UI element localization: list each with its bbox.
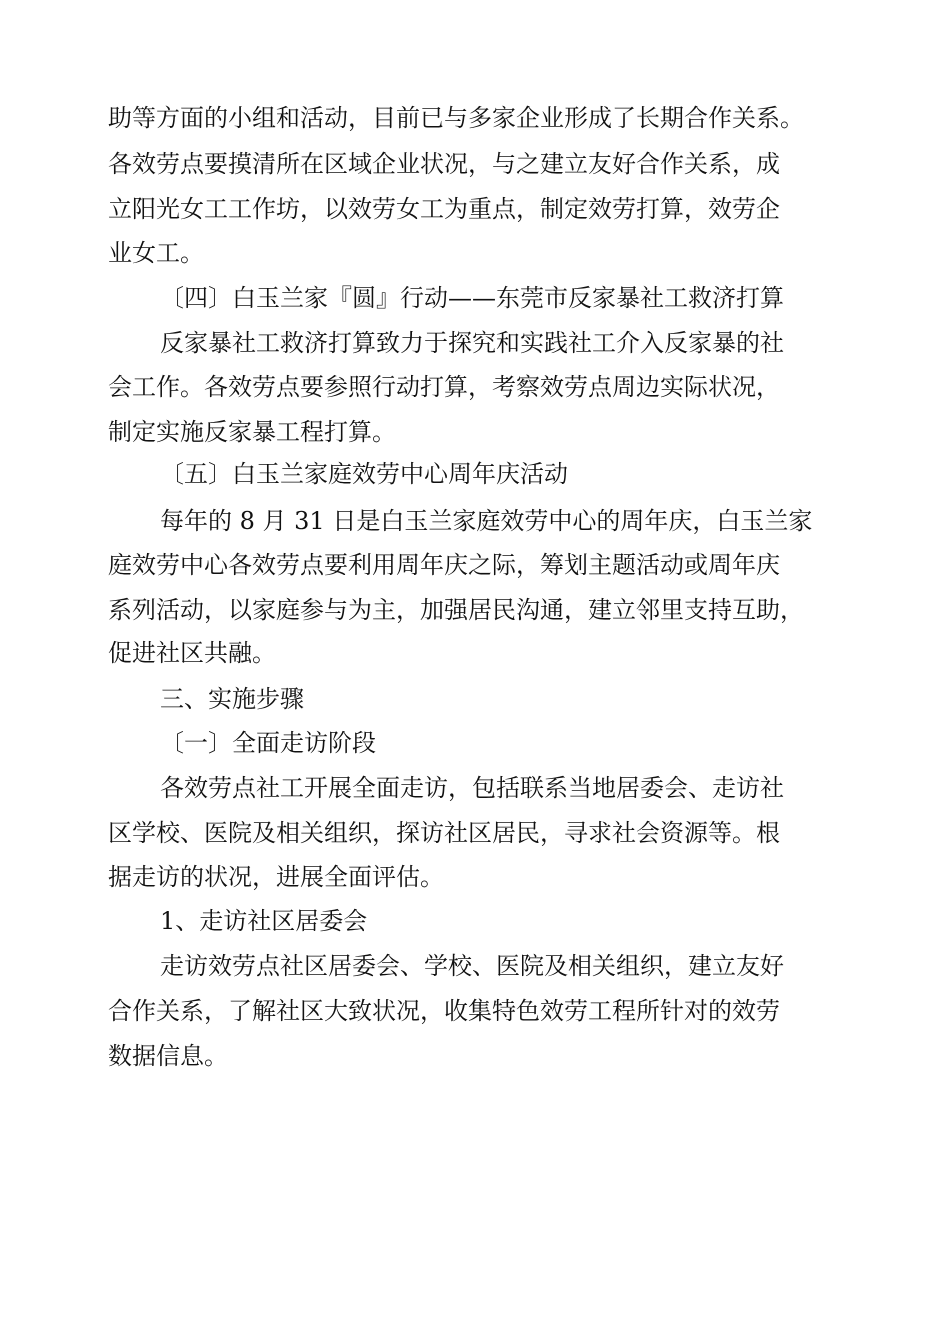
text-line: 会工作。各效劳点要参照行动打算，考察效劳点周边实际状况， <box>108 373 780 401</box>
section-heading: 〔一〕全面走访阶段 <box>160 729 376 757</box>
text-line: 反家暴社工救济打算致力于探究和实践社工介入反家暴的社 <box>160 329 784 357</box>
text-line: 促进社区共融。 <box>108 639 276 667</box>
text-line: 庭效劳中心各效劳点要利用周年庆之际，筹划主题活动或周年庆 <box>108 551 780 579</box>
text-line: 各效劳点社工开展全面走访，包括联系当地居委会、走访社 <box>160 774 784 802</box>
text-line: 立阳光女工工作坊，以效劳女工为重点，制定效劳打算，效劳企 <box>108 195 780 223</box>
text-line: 各效劳点要摸清所在区域企业状况，与之建立友好合作关系，成 <box>108 150 780 178</box>
text-line: 数据信息。 <box>108 1042 228 1070</box>
section-heading: 1、走访社区居委会 <box>160 907 368 935</box>
text-line: 助等方面的小组和活动，目前已与多家企业形成了长期合作关系。 <box>108 104 804 132</box>
text-line: 每年的 8 月 31 日是白玉兰家庭效劳中心的周年庆，白玉兰家 <box>160 507 813 535</box>
text-line: 区学校、医院及相关组织，探访社区居民，寻求社会资源等。根 <box>108 819 780 847</box>
text-line: 据走访的状况，进展全面评估。 <box>108 863 444 891</box>
text-line: 走访效劳点社区居委会、学校、医院及相关组织，建立友好 <box>160 952 784 980</box>
section-heading: 〔四〕白玉兰家『圆』行动——东莞市反家暴社工救济打算 <box>160 284 784 312</box>
text-line: 制定实施反家暴工程打算。 <box>108 418 396 446</box>
text-line: 合作关系，了解社区大致状况，收集特色效劳工程所针对的效劳 <box>108 997 780 1025</box>
text-line: 业女工。 <box>108 239 204 267</box>
text-line: 系列活动，以家庭参与为主，加强居民沟通，建立邻里支持互助， <box>108 596 804 624</box>
section-heading: 三、实施步骤 <box>160 685 304 713</box>
section-heading: 〔五〕白玉兰家庭效劳中心周年庆活动 <box>160 460 568 488</box>
